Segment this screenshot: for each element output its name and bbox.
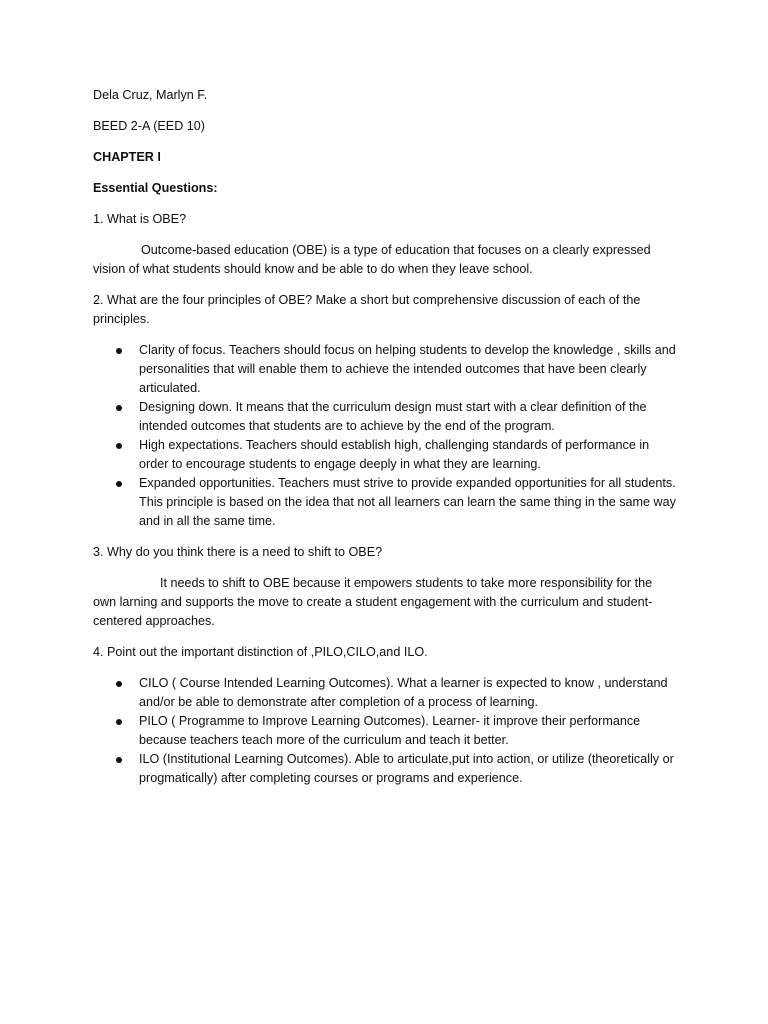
bullet-icon xyxy=(116,757,122,763)
list-item-text: ILO (Institutional Learning Outcomes). Able to articulate,put into action, or utilize (theoretically or progmatically) after completing courses or programs and experience. xyxy=(139,752,674,785)
list-item xyxy=(93,750,678,788)
bullet-icon xyxy=(116,481,122,487)
course-code: BEED 2-A (EED 10) xyxy=(93,119,205,133)
question-4: 4. Point out the important distinction of ,PILO,CILO,and ILO. xyxy=(93,645,428,659)
author-name: Dela Cruz, Marlyn F. xyxy=(93,88,208,102)
list-item xyxy=(93,474,678,531)
list-item xyxy=(93,341,678,398)
list-item xyxy=(93,674,678,712)
list-item xyxy=(93,712,678,750)
section-heading: Essential Questions: xyxy=(93,181,218,195)
outcomes-list xyxy=(93,674,678,788)
list-item-text: Clarity of focus. Teachers should focus on helping students to develop the knowledge , skills and personalities that will enable them to achieve the intended outcomes that have been clearly articulated. xyxy=(139,343,676,395)
list-item-text: Designing down. It means that the curriculum design must start with a clear definition of the intended outcomes that students are to achieve by the end of the program. xyxy=(139,400,647,433)
list-item-text: CILO ( Course Intended Learning Outcomes). What a learner is expected to know , understand and/or be able to demonstrate after completion of a process of learning. xyxy=(139,676,668,709)
chapter-heading: CHAPTER I xyxy=(93,150,161,164)
principles-list xyxy=(93,341,678,531)
question-1: 1. What is OBE? xyxy=(93,212,187,226)
bullet-icon xyxy=(116,443,122,449)
list-item xyxy=(93,398,678,436)
bullet-icon xyxy=(116,681,122,687)
list-item-text: High expectations. Teachers should establish high, challenging standards of performance in order to encourage students to engage deeply in what they are learning. xyxy=(139,438,650,471)
bullet-icon xyxy=(116,348,122,354)
answer-1: Outcome-based education (OBE) is a type of education that focuses on a clearly expressed vision of what students should know and be able to do when they leave school. xyxy=(93,243,651,276)
document-page xyxy=(93,86,678,800)
question-2: 2. What are the four principles of OBE? Make a short but comprehensive discussion of each of the principles. xyxy=(93,293,641,326)
bullet-icon xyxy=(116,719,122,725)
list-item xyxy=(93,436,678,474)
bullet-icon xyxy=(116,405,122,411)
question-3: 3. Why do you think there is a need to shift to OBE? xyxy=(93,545,383,559)
list-item-text: Expanded opportunities. Teachers must strive to provide expanded opportunities for all students. This principle is based on the idea that not all learners can learn the same thing in the same way and in all the same time. xyxy=(139,476,676,528)
answer-3: It needs to shift to OBE because it empowers students to take more responsibility for the own larning and supports the move to create a student engagement with the curriculum and student-centered approaches. xyxy=(93,576,653,628)
list-item-text: PILO ( Programme to Improve Learning Outcomes). Learner- it improve their performance because teachers teach more of the curriculum and teach it better. xyxy=(139,714,641,747)
